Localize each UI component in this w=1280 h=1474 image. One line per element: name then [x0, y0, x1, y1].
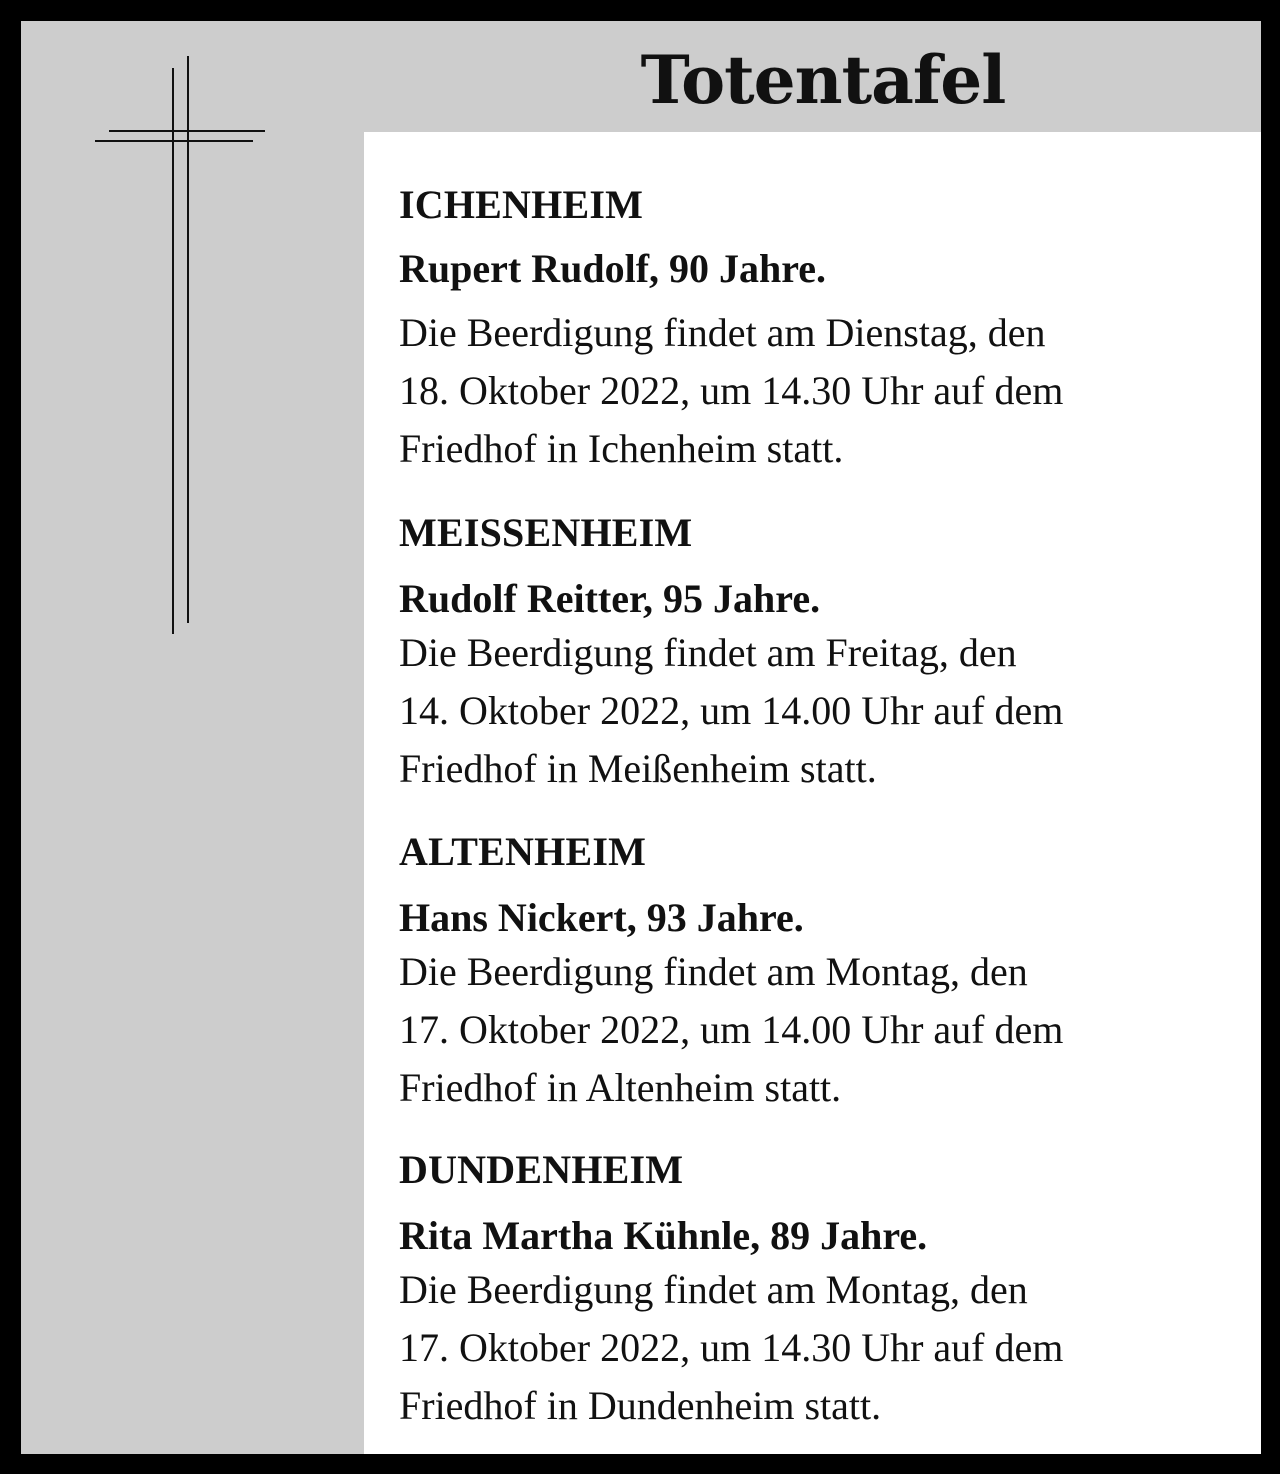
entry-place: ALTENHEIM	[399, 829, 647, 874]
entry-place: ICHENHEIM	[399, 182, 644, 227]
entry-text-line: Die Beerdigung findet am Montag, den	[399, 1267, 1028, 1312]
entry-text	[399, 624, 1239, 798]
entry-text	[399, 1261, 1239, 1435]
entry-text-line: Friedhof in Altenheim statt.	[399, 1065, 842, 1110]
page-title: Totentafel	[640, 41, 1006, 119]
obituary-entry	[399, 1147, 1239, 1435]
entry-text-line: Die Beerdigung findet am Montag, den	[399, 949, 1028, 994]
entry-text-line: 18. Oktober 2022, um 14.30 Uhr auf dem	[399, 368, 1064, 413]
entry-name: Hans Nickert, 93 Jahre.	[399, 895, 804, 940]
cross-icon	[21, 21, 321, 661]
entry-place: DUNDENHEIM	[399, 1147, 684, 1192]
entry-text-line: 14. Oktober 2022, um 14.00 Uhr auf dem	[399, 688, 1064, 733]
entry-text-line: Friedhof in Ichenheim statt.	[399, 426, 844, 471]
obituary-list	[364, 132, 1261, 1454]
entry-name: Rudolf Reitter, 95 Jahre.	[399, 576, 821, 621]
entry-text	[399, 304, 1239, 478]
entry-place: MEISSENHEIM	[399, 510, 693, 555]
entry-text-line: 17. Oktober 2022, um 14.30 Uhr auf dem	[399, 1325, 1064, 1370]
obituary-entry	[399, 510, 1239, 798]
obituary-entry	[399, 829, 1239, 1117]
entry-text-line: 17. Oktober 2022, um 14.00 Uhr auf dem	[399, 1007, 1064, 1052]
notice-panel	[21, 21, 1261, 1454]
entry-text-line: Die Beerdigung findet am Dienstag, den	[399, 310, 1046, 355]
obituary-entry	[399, 182, 1239, 478]
entry-name: Rita Martha Kühnle, 89 Jahre.	[399, 1213, 928, 1258]
entry-name: Rupert Rudolf, 90 Jahre.	[399, 246, 827, 291]
entry-text	[399, 943, 1239, 1117]
entry-text-line: Friedhof in Dundenheim statt.	[399, 1383, 882, 1428]
entry-text-line: Friedhof in Meißenheim statt.	[399, 746, 877, 791]
entry-text-line: Die Beerdigung findet am Freitag, den	[399, 630, 1017, 675]
